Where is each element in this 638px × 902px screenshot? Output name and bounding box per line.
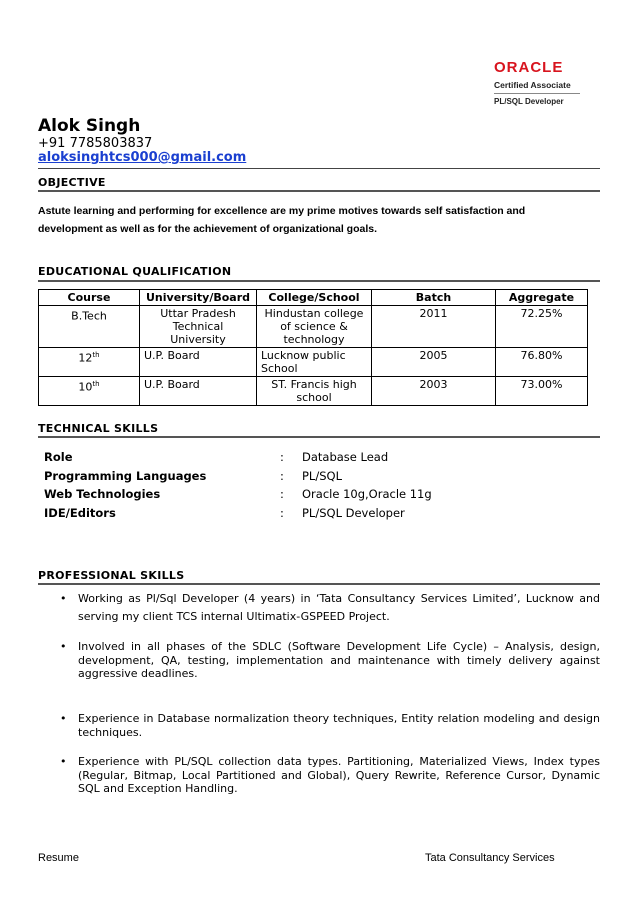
skill-key: Web Technologies: [44, 487, 161, 501]
bullet-text: Involved in all phases of the SDLC (Software Development Life Cycle) – Analysis, design, development, QA, testing, implementation and maintenance with timely delivery against aggressive deadlines.: [78, 640, 600, 680]
cell-course: B.Tech: [39, 306, 140, 348]
bullet-icon: •: [60, 712, 67, 725]
table-row: [39, 377, 588, 406]
skill-separator: :: [280, 450, 284, 464]
objective-line-1: Astute learning and performing for excellence are my prime motives towards self satisfaction and: [38, 205, 526, 217]
cell-aggregate: 72.25%: [496, 306, 588, 348]
footer-right: Tata Consultancy Services: [425, 852, 555, 864]
badge-divider: [494, 93, 580, 94]
skill-value: PL/SQL Developer: [302, 505, 405, 520]
cell-university: U.P. Board: [140, 348, 257, 377]
skill-separator: :: [280, 505, 284, 520]
cell-aggregate: 73.00%: [496, 377, 588, 406]
bullet-text: Experience with PL/SQL collection data types. Partitioning, Materialized Views, Index types (Regular, Bitmap, Local Partitioned and Global), Query Rewrite, Reference Cursor, Dynamic SQL and Exception Handling.: [78, 755, 600, 795]
cell-batch: 2005: [372, 348, 496, 377]
cell-college: ST. Francis high school: [257, 377, 372, 406]
bullet-text: Working as Pl/Sql Developer (4 years) in ‘Tata Consultancy Services Limited’, Lucknow and serving my client TCS internal Ultimatix-GSPEED Project.: [78, 592, 600, 623]
list-item: [38, 640, 600, 681]
skill-key: Programming Languages: [44, 468, 207, 483]
header-divider: [38, 168, 600, 169]
cell-course: 12th: [39, 348, 140, 377]
list-item: [44, 469, 444, 488]
education-heading: EDUCATIONAL QUALIFICATION: [38, 265, 232, 278]
skill-separator: :: [280, 487, 284, 501]
education-table-header: [39, 290, 588, 306]
skill-value: Database Lead: [302, 450, 389, 464]
table-row: [39, 306, 588, 348]
list-item: [44, 506, 444, 525]
column-header-aggregate: Aggregate: [496, 290, 588, 306]
column-header-batch: Batch: [372, 290, 496, 306]
bullet-icon: •: [60, 755, 67, 768]
oracle-logo-text: ORACLE: [494, 59, 564, 76]
table-row: [39, 348, 588, 377]
oracle-certification-logo: [494, 60, 584, 116]
column-header-university: University/Board: [140, 290, 257, 306]
cell-college: Lucknow public School: [257, 348, 372, 377]
objective-text: [38, 202, 578, 238]
education-divider: [38, 280, 600, 282]
column-header-course: Course: [39, 290, 140, 306]
cell-course: 10th: [39, 377, 140, 406]
technical-skills-list: [44, 450, 444, 524]
professional-skills-divider: [38, 583, 600, 585]
cell-university: U.P. Board: [140, 377, 257, 406]
professional-skills-heading: PROFESSIONAL SKILLS: [38, 569, 185, 582]
bullet-icon: •: [60, 592, 67, 605]
certification-track: PL/SQL Developer: [494, 97, 564, 106]
skill-value: PL/SQL: [302, 468, 342, 483]
list-item: [44, 450, 444, 469]
cell-university: Uttar Pradesh Technical University: [140, 306, 257, 348]
email-link[interactable]: aloksinghtcs000@gmail.com: [38, 150, 247, 165]
skill-separator: :: [280, 468, 284, 483]
candidate-name: Alok Singh: [38, 116, 141, 136]
cell-college: Hindustan college of science & technology: [257, 306, 372, 348]
list-item: [38, 755, 600, 796]
footer-left: Resume: [38, 852, 79, 864]
list-item: [38, 590, 600, 626]
skill-key: Role: [44, 450, 73, 464]
objective-divider: [38, 190, 600, 192]
bullet-icon: •: [60, 640, 67, 653]
objective-line-2: development as well as for the achievement of organizational goals.: [38, 223, 378, 235]
cell-batch: 2011: [372, 306, 496, 348]
column-header-college: College/School: [257, 290, 372, 306]
objective-heading: OBJECTIVE: [38, 176, 106, 189]
cell-aggregate: 76.80%: [496, 348, 588, 377]
skill-value: Oracle 10g,Oracle 11g: [302, 487, 432, 501]
bullet-text: Experience in Database normalization theory techniques, Entity relation modeling and design techniques.: [78, 712, 600, 739]
cell-batch: 2003: [372, 377, 496, 406]
skill-key: IDE/Editors: [44, 505, 116, 520]
phone-number: +91 7785803837: [38, 136, 153, 151]
list-item: [44, 487, 444, 506]
technical-skills-heading: TECHNICAL SKILLS: [38, 422, 159, 435]
technical-skills-divider: [38, 436, 600, 438]
education-table: [38, 289, 588, 406]
list-item: [38, 712, 600, 739]
certification-level: Certified Associate: [494, 80, 571, 90]
